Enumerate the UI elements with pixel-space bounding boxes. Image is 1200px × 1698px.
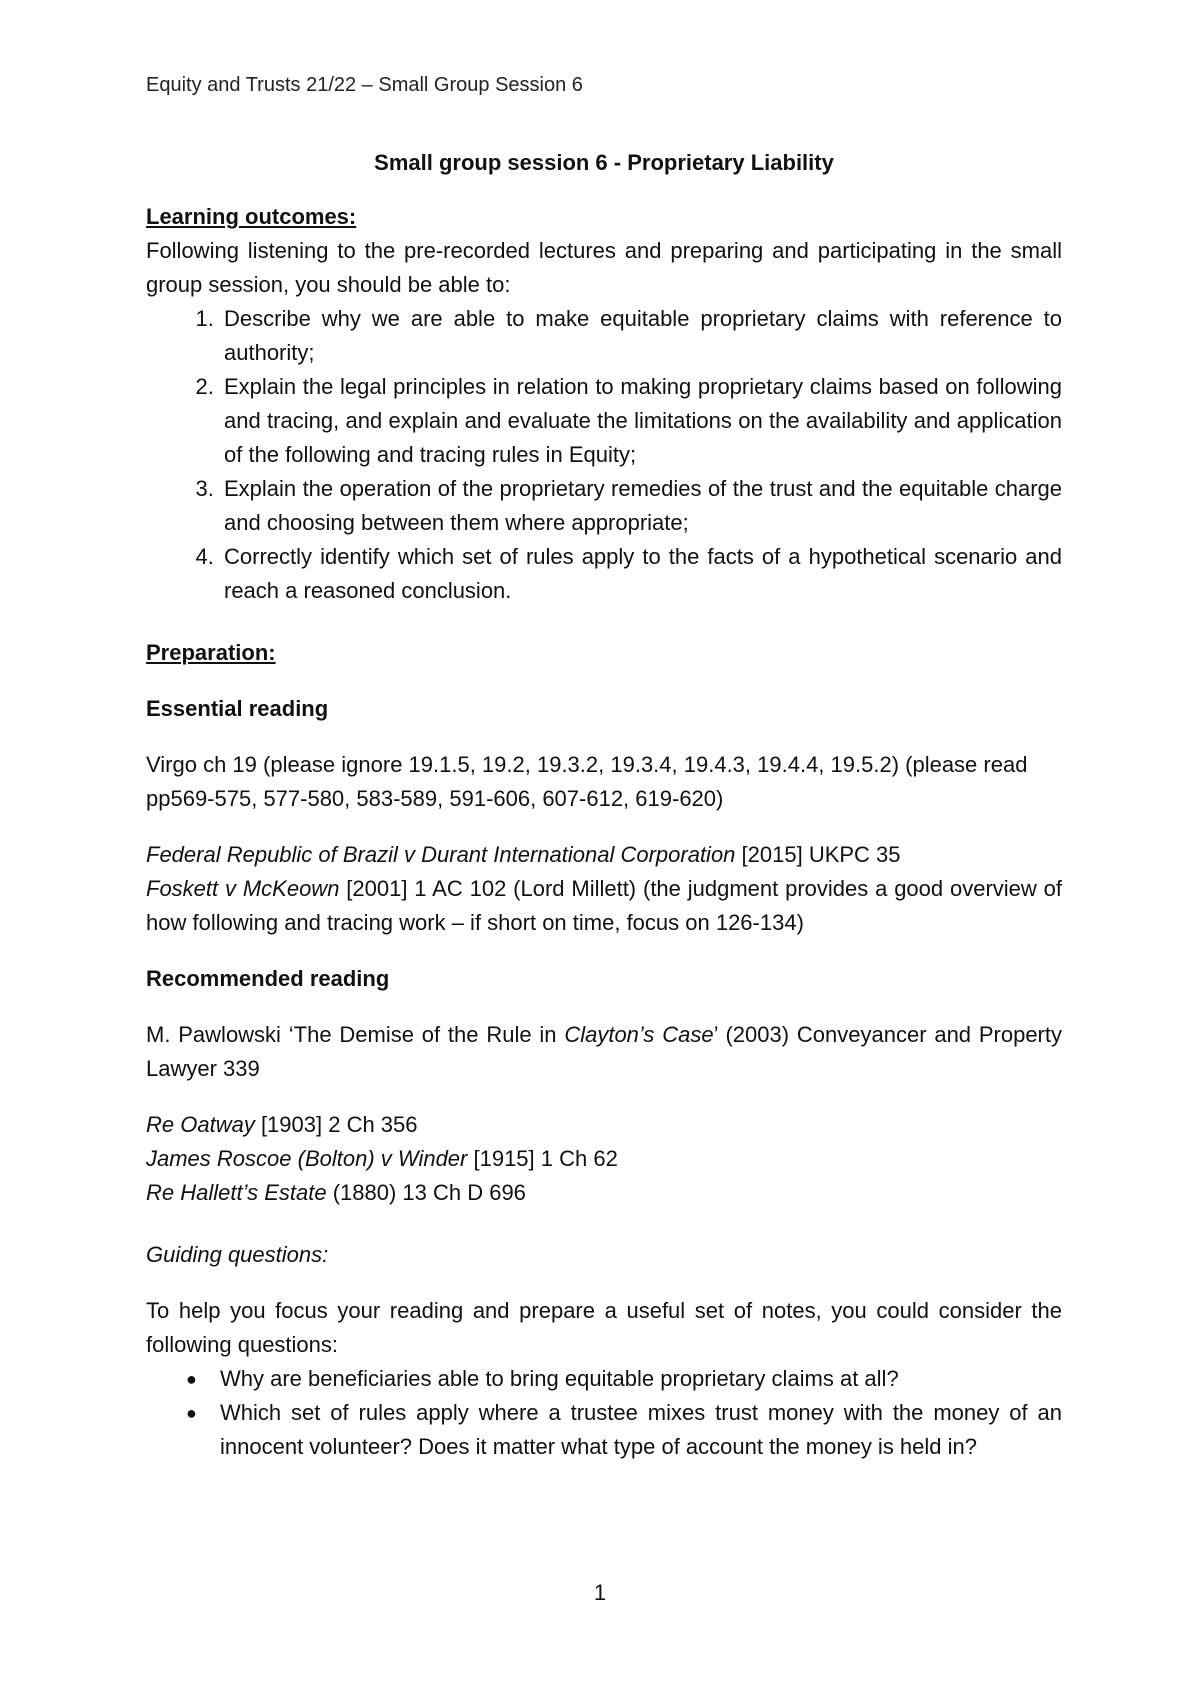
case-name: Federal Republic of Brazil v Durant International Corporation bbox=[146, 842, 736, 867]
guiding-questions-list bbox=[146, 1362, 1062, 1464]
list-item: ● Why are beneficiaries able to bring equitable proprietary claims at all? bbox=[220, 1362, 1062, 1396]
article-reference: M. Pawlowski ‘The Demise of the Rule in Clayton’s Case’ (2003) Conveyancer and Property Lawyer 339 bbox=[146, 1022, 1062, 1081]
learning-outcomes-heading: Learning outcomes: bbox=[146, 204, 357, 229]
case-cite: [1903] 2 Ch 356 bbox=[254, 1112, 418, 1137]
list-item: ● Which set of rules apply where a trustee mixes trust money with the money of an innocent volunteer? Does it matter what type of account the money is held in? bbox=[220, 1396, 1062, 1464]
page-header: Equity and Trusts 21/22 – Small Group Session 6 bbox=[146, 74, 583, 96]
page-number: 1 bbox=[593, 1580, 607, 1605]
case-citation bbox=[146, 872, 1062, 940]
list-item: 4. Correctly identify which set of rules apply to the facts of a hypothetical scenario and reach a reasoned conclusion. bbox=[220, 540, 1062, 608]
case-citation bbox=[146, 1142, 1062, 1176]
case-cite: (1880) 13 Ch D 696 bbox=[326, 1180, 526, 1205]
list-item: 2. Explain the legal principles in relation to making proprietary claims based on following and tracing, and explain and evaluate the limitations on the availability and application of the following and tracing rules in Equity; bbox=[220, 370, 1062, 472]
case-citation bbox=[146, 1176, 1062, 1210]
guiding-questions-intro: To help you focus your reading and prepare a useful set of notes, you could consider the following questions: bbox=[146, 1298, 1062, 1357]
bullet-icon: ● bbox=[186, 1369, 197, 1389]
virgo-reading: Virgo ch 19 (please ignore 19.1.5, 19.2, 19.3.2, 19.3.4, 19.4.3, 19.4.4, 19.5.2) (please read pp569-575, 577-580, 583-589, 591-606, 607-612, 619-620) bbox=[146, 752, 1028, 811]
list-item: 1. Describe why we are able to make equitable proprietary claims with reference to authority; bbox=[220, 302, 1062, 370]
list-item: 3. Explain the operation of the proprietary remedies of the trust and the equitable charge and choosing between them where appropriate; bbox=[220, 472, 1062, 540]
case-cite: [2001] 1 AC 102 (Lord Millett) (the judgment provides a good overview of how following and tracing work – if short on time, focus on 126-134) bbox=[146, 876, 1063, 935]
article-case-name: Clayton’s Case bbox=[564, 1022, 714, 1047]
case-citation bbox=[146, 838, 1062, 872]
case-cite: [2015] UKPC 35 bbox=[735, 842, 901, 867]
case-name: Re Oatway bbox=[146, 1112, 255, 1137]
bullet-icon: ● bbox=[186, 1403, 197, 1423]
case-citation bbox=[146, 1108, 1062, 1142]
guiding-questions-heading: Guiding questions: bbox=[146, 1242, 329, 1267]
recommended-reading-heading: Recommended reading bbox=[146, 966, 390, 991]
learning-outcomes-intro: Following listening to the pre-recorded lectures and preparing and participating in the small group session, you should be able to: bbox=[146, 238, 1062, 297]
document-body bbox=[146, 146, 1062, 1464]
case-name: James Roscoe (Bolton) v Winder bbox=[146, 1146, 468, 1171]
document-title: Small group session 6 - Proprietary Liability bbox=[374, 150, 834, 175]
essential-reading-heading: Essential reading bbox=[146, 696, 329, 721]
preparation-heading: Preparation: bbox=[146, 640, 276, 665]
case-name: Foskett v McKeown bbox=[146, 876, 340, 901]
learning-outcomes-list bbox=[146, 302, 1062, 608]
case-name: Re Hallett’s Estate bbox=[146, 1180, 327, 1205]
case-cite: [1915] 1 Ch 62 bbox=[467, 1146, 618, 1171]
